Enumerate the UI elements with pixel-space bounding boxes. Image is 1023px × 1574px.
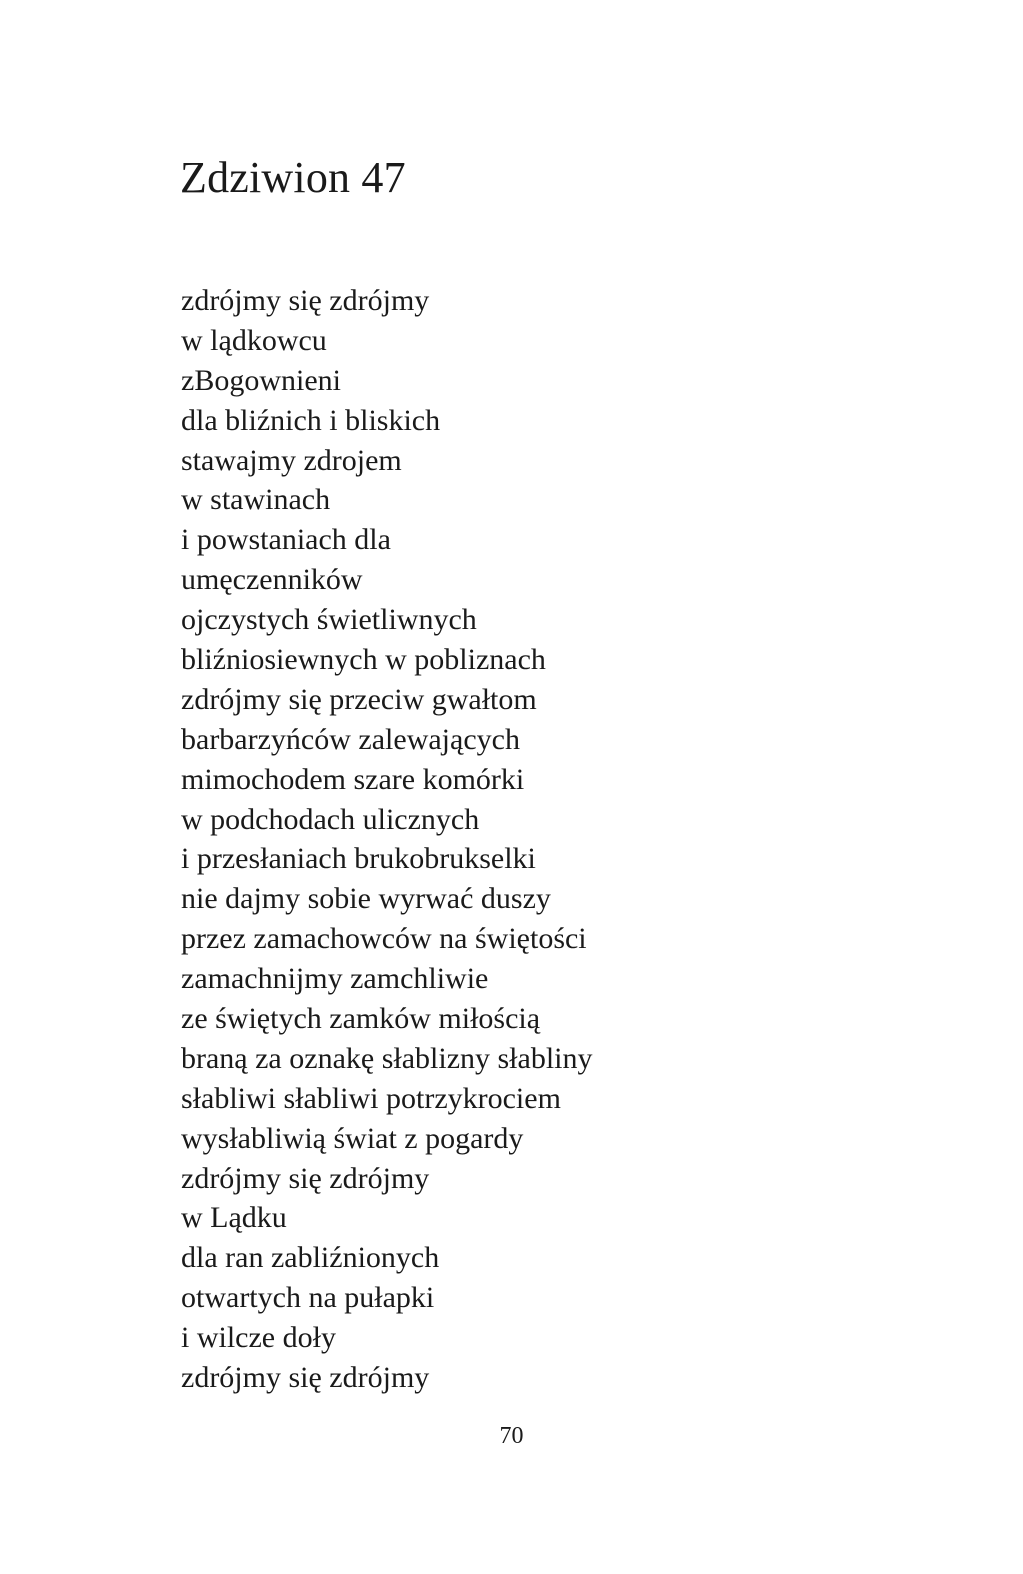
poem-line: w stawinach [181,483,331,517]
poem-line: przez zamachowców na świętości [181,922,587,956]
poem-line: barbarzyńców zalewających [181,722,520,756]
poem-line: stawajmy zdrojem [181,443,402,477]
poem-line: i przesłaniach brukobrukselki [181,842,536,876]
poem-line: ojczystych świetliwnych [181,603,477,637]
poem-line: umęczenników [181,563,363,597]
poem-line: w lądkowcu [181,323,327,357]
poem-line: zamachnijmy zamchliwie [181,962,489,996]
poem-line: słabliwi słabliwi potrzykrociem [181,1081,561,1115]
poem-body [181,281,593,1398]
poem-line: dla bliźnich i bliskich [181,403,441,437]
poem-line: wysłabliwią świat z pogardy [181,1121,524,1155]
poem-line: dla ran zabliźnionych [181,1241,440,1275]
poem-line: bliźniosiewnych w pobliznach [181,643,546,677]
poem-line: otwartych na pułapki [181,1281,435,1315]
poem-line: zdrójmy się przeciw gwałtom [181,682,537,716]
poem-line: braną za oznakę słablizny słabliny [181,1041,593,1075]
poem-line: ze świętych zamków miłością [181,1002,541,1036]
poem-line: i wilcze doły [181,1321,336,1355]
poem-line: mimochodem szare komórki [181,762,525,796]
page-number: 70 [499,1423,524,1449]
poem-line: zdrójmy się zdrójmy [181,284,430,317]
poem-line: i powstaniach dla [181,523,391,557]
poem-line: zdrójmy się zdrójmy [181,1161,430,1195]
poem-line: w podchodach ulicznych [181,802,480,836]
poem-line: zdrójmy się zdrójmy [181,1361,430,1395]
poem-line: w Lądku [181,1201,287,1235]
poem-title: Zdziwion 47 [180,153,406,202]
poem-line: zBogownieni [181,363,341,397]
poem-line: nie dajmy sobie wyrwać duszy [181,882,551,916]
